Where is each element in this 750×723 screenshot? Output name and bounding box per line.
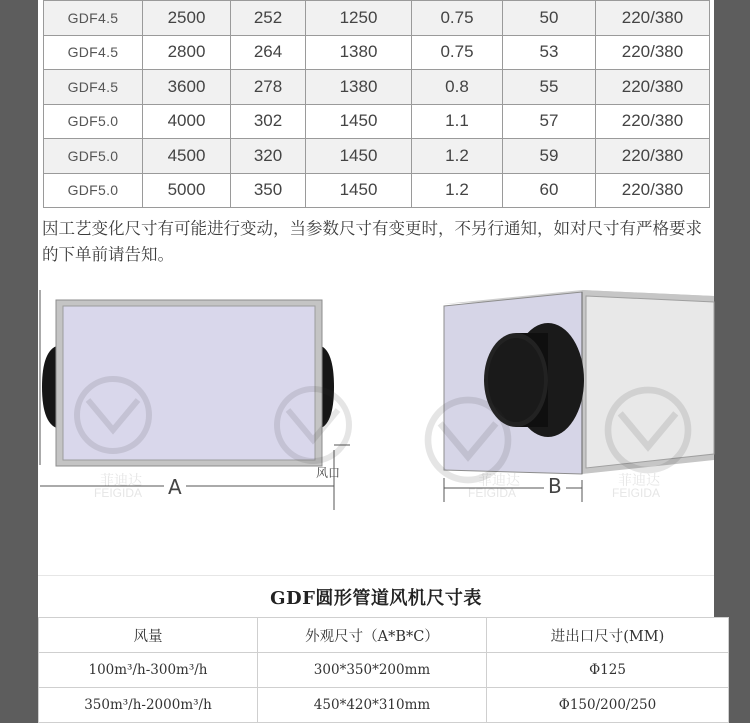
dimension-a-label: A: [164, 475, 186, 499]
spec-cell: 302: [231, 104, 306, 139]
column-header: 进出口尺寸(MM): [487, 618, 729, 653]
watermark-text: 菲迪达: [478, 473, 520, 489]
spec-cell: 220/380: [596, 173, 710, 208]
spec-cell: 4500: [143, 139, 231, 174]
dimension-b-label: B: [544, 474, 566, 498]
model-cell: GDF5.0: [44, 173, 143, 208]
size-cell: 350m³/h-2000m³/h: [39, 688, 258, 723]
model-cell: GDF4.5: [44, 70, 143, 105]
spec-row: [44, 35, 710, 70]
spec-cell: 53: [503, 35, 596, 70]
spec-cell: 220/380: [596, 35, 710, 70]
spec-cell: 350: [231, 173, 306, 208]
spec-cell: 4000: [143, 104, 231, 139]
spec-cell: 220/380: [596, 70, 710, 105]
spec-cell: 1450: [306, 104, 412, 139]
spec-row: [44, 1, 710, 36]
spec-cell: 1380: [306, 70, 412, 105]
spec-cell: 264: [231, 35, 306, 70]
spec-row: [44, 104, 710, 139]
spec-row: [44, 70, 710, 105]
spec-cell: 1.2: [412, 139, 503, 174]
model-cell: GDF5.0: [44, 139, 143, 174]
spec-cell: 1450: [306, 173, 412, 208]
model-cell: GDF4.5: [44, 35, 143, 70]
product-detail-page: [38, 0, 714, 713]
spec-cell: 60: [503, 173, 596, 208]
size-table-header: [39, 618, 729, 653]
spec-cell: 3600: [143, 70, 231, 105]
size-table-title: GDF圆形管道风机尺寸表: [270, 588, 482, 609]
spec-cell: 55: [503, 70, 596, 105]
size-row: [39, 688, 729, 723]
spec-cell: 0.8: [412, 70, 503, 105]
spec-cell: 1250: [306, 1, 412, 36]
column-header: 外观尺寸（A*B*C）: [258, 618, 487, 653]
dimension-change-notice: 因工艺变化尺寸有可能进行变动，当参数尺寸有变更时，不另行通知，如对尺寸有严格要求的下单前请告知。: [42, 219, 702, 264]
spec-cell: 0.75: [412, 1, 503, 36]
size-cell: Φ125: [487, 653, 729, 688]
size-cell: 450*420*310mm: [258, 688, 487, 723]
spec-cell: 1.1: [412, 104, 503, 139]
spec-cell: 57: [503, 104, 596, 139]
size-cell: 300*350*200mm: [258, 653, 487, 688]
spec-cell: 1.2: [412, 173, 503, 208]
watermark-text: 菲迪达: [618, 473, 660, 489]
watermark-text-en: FEIGIDA: [94, 486, 143, 500]
column-header: 风量: [39, 618, 258, 653]
perspective-view-diagram: [436, 284, 714, 514]
spec-cell: 2800: [143, 35, 231, 70]
spec-cell: 5000: [143, 173, 231, 208]
spec-cell: 220/380: [596, 1, 710, 36]
spec-row: [44, 139, 710, 174]
watermark-text-en: FEIGIDA: [468, 486, 517, 500]
outlet-label: 风口: [316, 466, 341, 480]
spec-cell: 320: [231, 139, 306, 174]
spec-cell: 220/380: [596, 104, 710, 139]
model-cell: GDF5.0: [44, 104, 143, 139]
size-row: [39, 653, 729, 688]
spec-cell: 2500: [143, 1, 231, 36]
model-cell: GDF4.5: [44, 1, 143, 36]
size-cell: Φ150/200/250: [487, 688, 729, 723]
size-table: [38, 617, 729, 723]
spec-row: [44, 173, 710, 208]
section-divider: [38, 575, 714, 576]
spec-cell: 252: [231, 1, 306, 36]
spec-table: [43, 0, 710, 208]
spec-cell: 0.75: [412, 35, 503, 70]
spec-cell: 1450: [306, 139, 412, 174]
side-view-diagram: [38, 290, 358, 510]
spec-cell: 50: [503, 1, 596, 36]
size-cell: 100m³/h-300m³/h: [39, 653, 258, 688]
spec-cell: 220/380: [596, 139, 710, 174]
spec-cell: 278: [231, 70, 306, 105]
watermark-text-en: FEIGIDA: [612, 486, 661, 500]
spec-cell: 59: [503, 139, 596, 174]
watermark-text: 菲迪达: [100, 473, 142, 489]
spec-cell: 1380: [306, 35, 412, 70]
